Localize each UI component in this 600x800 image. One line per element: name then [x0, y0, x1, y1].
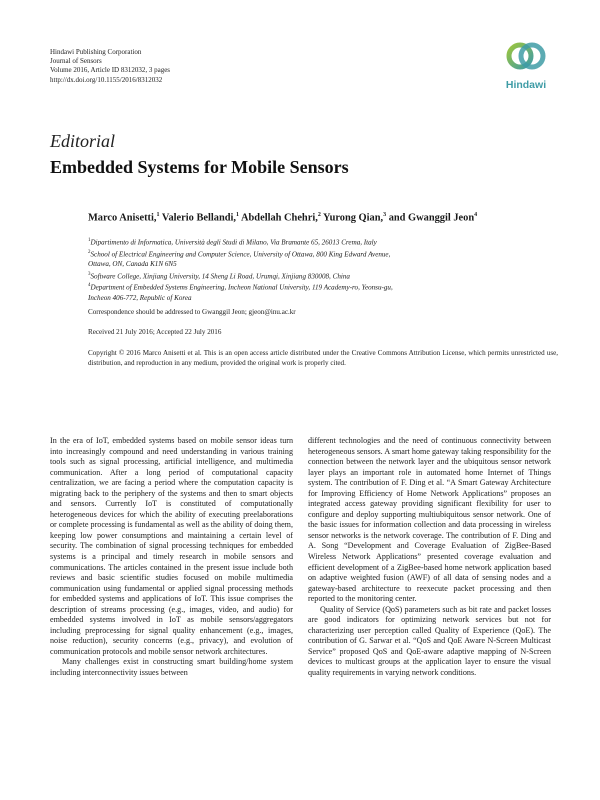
hindawi-logo-text: Hindawi [505, 79, 547, 91]
journal-name: Journal of Sensors [50, 57, 102, 66]
affiliations [88, 236, 558, 303]
body-column-left [50, 436, 293, 679]
correspondence-note: Correspondence should be addressed to Gwanggil Jeon; gjeon@inu.ac.kr [88, 308, 296, 316]
volume-line: Volume 2016, Article ID 8312032, 3 pages [50, 66, 171, 75]
affiliation-text: Dipartimento di Informatica, Università degli Studi di Milano, Via Bramante 65, 26013 Crema, Italy [90, 238, 377, 247]
author-name: Yurong Qian, [320, 212, 384, 224]
affiliation-3 [88, 270, 558, 282]
journal-header [50, 48, 170, 85]
affiliation-number: 2 [88, 249, 91, 255]
publisher-name: Hindawi Publishing Corporation [50, 48, 142, 56]
hindawi-logo-icon [504, 34, 548, 78]
affiliation-4-continued: Incheon 406-772, Republic of Korea [88, 293, 192, 302]
author-name: Marco Anisetti, [88, 212, 157, 224]
hindawi-logo [496, 34, 556, 104]
author-affiliation-mark: 1 [156, 212, 160, 218]
affiliation-number: 3 [88, 271, 91, 277]
author-list [88, 212, 477, 223]
author-affiliation-mark: 3 [383, 212, 387, 218]
received-accepted-dates: Received 21 July 2016; Accepted 22 July 2016 [88, 328, 222, 336]
body-paragraph: Many challenges exist in constructing smart building/home system including interconnectivity issues between [50, 657, 293, 678]
body-paragraph: Quality of Service (QoS) parameters such as bit rate and packet losses are good indicators for optimizing network services but not for characterizing user perception called Quality of Experience (QoE). The contribution of G. Sarwar et al. “QoS and QoE Aware N-Screen Multicast Service” proposed QoS and QoE-aware adaptive mapping of N-Screen devices to multicast groups at the application layer to ensure the visual quality requirements in varying network conditions. [308, 604, 551, 678]
author-name: Abdellah Chehri, [239, 212, 318, 224]
author-name: and Gwanggil Jeon [386, 212, 475, 224]
affiliation-2-continued: Ottawa, ON, Canada K1N 6N5 [88, 260, 177, 269]
affiliation-text: Department of Embedded Systems Engineering, Incheon National University, 119 Academy-ro, Yeonsu-gu, [90, 283, 393, 292]
affiliation-text: School of Electrical Engineering and Computer Science, University of Ottawa, 800 King Edward Avenue, [90, 250, 391, 259]
affiliation-1 [88, 236, 558, 248]
article-title: Embedded Systems for Mobile Sensors [50, 157, 349, 177]
body-column-right [308, 436, 551, 679]
author-name: Valerio Bellandi, [159, 212, 236, 224]
author-affiliation-mark: 1 [236, 212, 239, 218]
body-paragraph: In the era of IoT, embedded systems based on mobile sensor ideas turn into increasingly compound and need understanding in various training tools such as signal processing, artificial intelligence, and multimedia communication. After a long period of computational capacity centralization, we are facing a period where the computation capacity is migrating back to the periphery of the systems and then to smart objects and sensors. Currently IoT is constituted of computationally heterogeneous devices for which the ability of executing preelaborations or complete processing is fundamental as well as the ability of doing them, keeping low power consumptions and maintaining a certain level of security. The combination of signal processing techniques for embedded systems is a principal and timely research in mobile sensors and communications. The articles contained in the present issue include both reviews and basic scientific studies focused on mobile multimedia communication using fundamental or applied signal processing methods for embedded systems and applications of IoT. This issue comprises the description of streams processing (e.g., images, video, and audio) for embedded systems involved in IoT as mobile sensors/aggregators including preprocessing for signal quality enhancement (e.g., images, noise reduction), security concerns (e.g., privacy), and evolution of communication protocols and mobile sensor network architectures. [50, 436, 293, 656]
author-affiliation-mark: 2 [317, 212, 321, 218]
article-type: Editorial [50, 131, 116, 151]
affiliation-number: 4 [88, 283, 91, 289]
doi-link[interactable]: http://dx.doi.org/10.1155/2016/8312032 [50, 75, 163, 84]
body-paragraph: different technologies and the need of continuous connectivity between heterogeneous sensors. A smart home gateway taking responsibility for the connection between the network layer and the ubiquitous sensor network layer plays an important role in automated home Internet of Things system. The contribution of F. Ding et al. “A Smart Gateway Architecture for Improving Efficiency of Home Network Applications” proposes an integrated access gateway providing significant flexibility for user to configure and deploy supporting multiubiquitous sensor network. One of the basic issues for information collection and data processing in wireless sensor networks is the network coverage. The contribution of F. Ding and A. Song “Development and Coverage Evaluation of ZigBee-Based Wireless Network Applications” presented coverage evaluation and efficient development of a ZigBee-based home network application based on adaptive weighted fusion (AWF) of all data of sensing nodes and a gateway-based architecture to reexecute packet processing and then reported to the monitoring center. [308, 436, 551, 604]
affiliation-2 [88, 248, 558, 260]
affiliation-number: 1 [88, 238, 91, 243]
author-affiliation-mark: 4 [474, 212, 478, 218]
copyright-notice: Copyright © 2016 Marco Anisetti et al. This is an open access article distributed under the Creative Commons Attribution License, which permits unrestricted use, distribution, and reproduction in any medium, provided the original work is properly cited. [88, 349, 558, 368]
affiliation-4 [88, 281, 558, 293]
affiliation-text: Software College, Xinjiang University, 14 Sheng Li Road, Urumqi, Xinjiang 830008, China [90, 271, 350, 280]
